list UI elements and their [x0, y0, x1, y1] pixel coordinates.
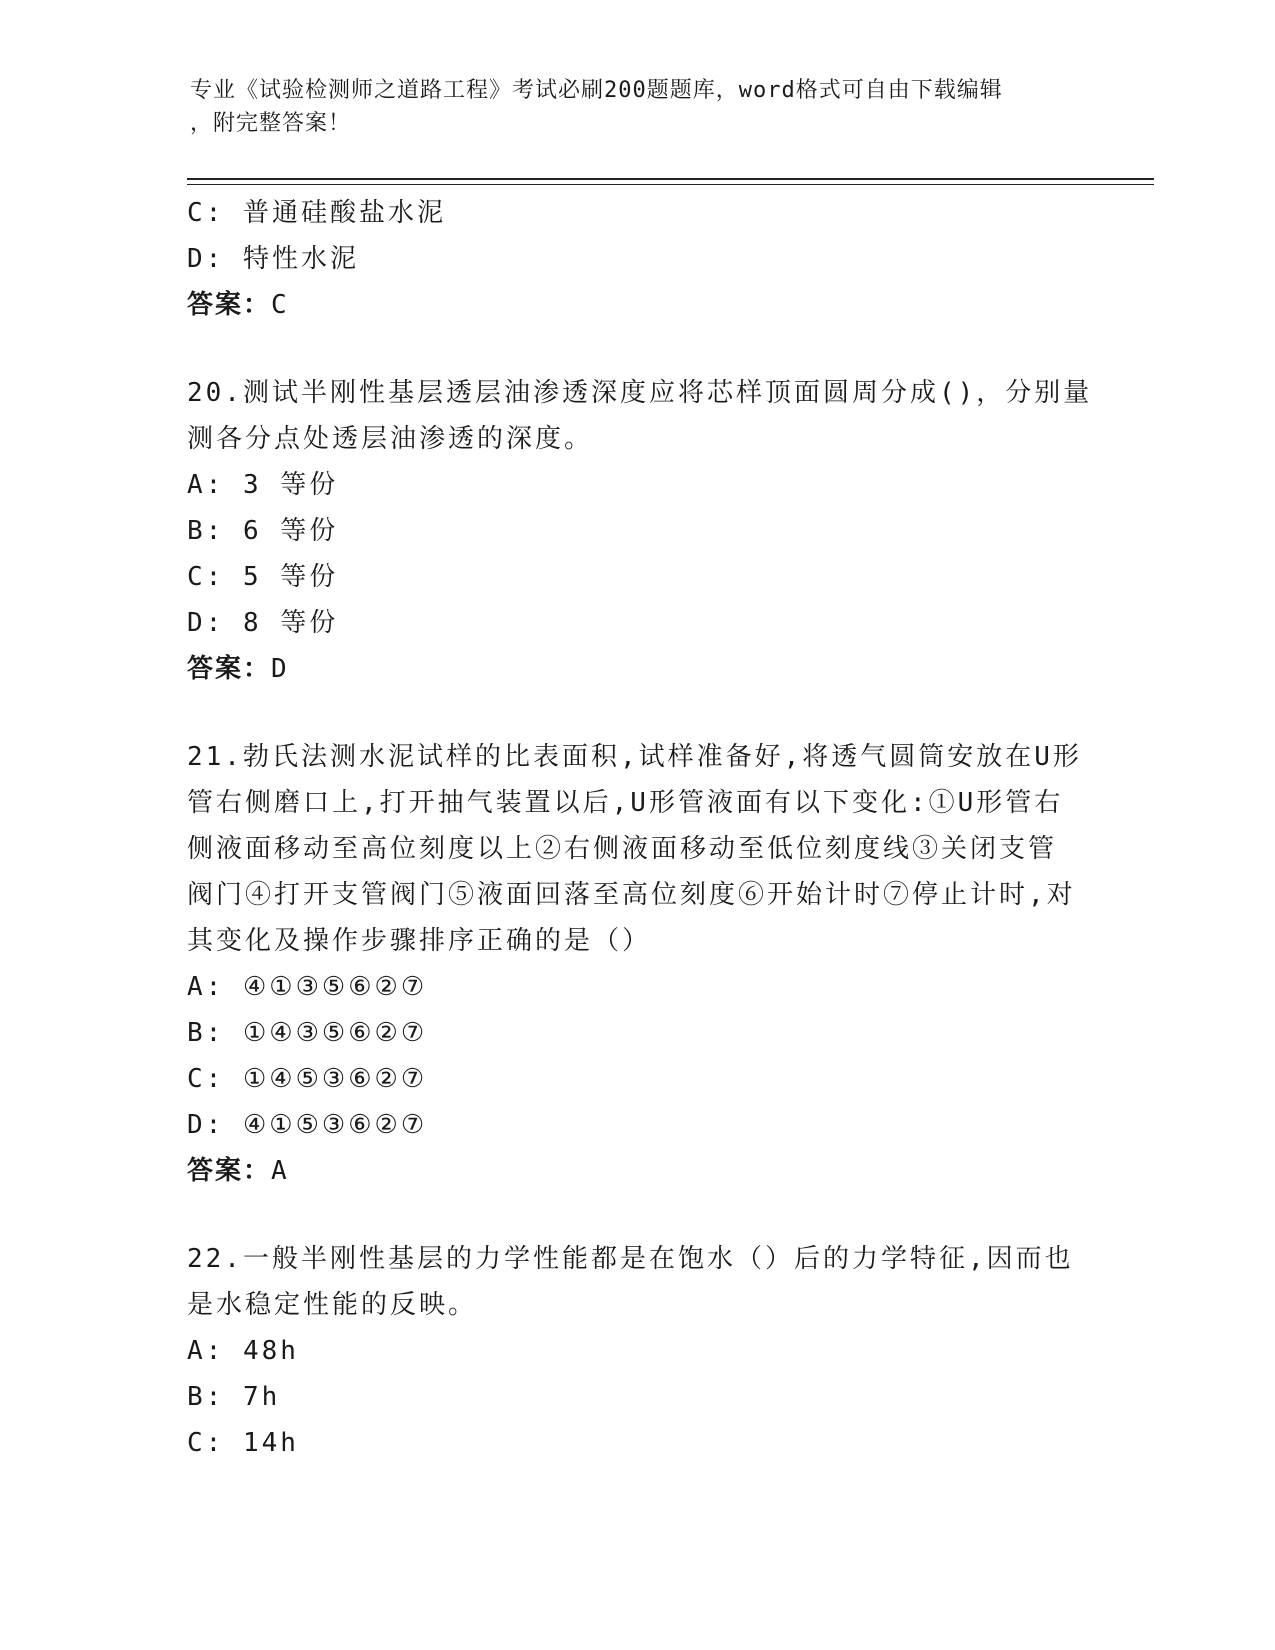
carryover-block	[187, 190, 1087, 328]
option-key: C:	[187, 1428, 225, 1458]
question-22	[187, 1236, 1087, 1466]
option-a	[187, 964, 1087, 1010]
answer-value: A	[271, 1156, 289, 1186]
option-d	[187, 236, 1087, 282]
option-text: 5 等份	[242, 562, 339, 592]
option-key: C:	[187, 198, 225, 228]
header-divider-thick	[187, 178, 1154, 180]
question-21	[187, 734, 1087, 1194]
option-key: B:	[187, 1382, 225, 1412]
option-key: A:	[187, 470, 225, 500]
answer-value: D	[271, 654, 289, 684]
document-header	[190, 74, 1070, 140]
answer-label: 答案：	[187, 1156, 272, 1186]
option-text: 特性水泥	[242, 244, 359, 274]
option-key: B:	[187, 1018, 225, 1048]
option-key: A:	[187, 1336, 225, 1366]
option-key: D:	[187, 1110, 225, 1140]
option-text: ④①⑤③⑥②⑦	[242, 1110, 428, 1140]
question-text-line: 测各分点处透层油渗透的深度。	[187, 424, 594, 454]
question-text-line: 其变化及操作步骤排序正确的是（）	[187, 926, 652, 956]
option-text: ①④③⑤⑥②⑦	[242, 1018, 428, 1048]
option-key: C:	[187, 562, 225, 592]
option-text: 7h	[242, 1382, 281, 1412]
option-key: B:	[187, 516, 225, 546]
option-d	[187, 1102, 1087, 1148]
question-text-line: 20.测试半刚性基层透层油渗透深度应将芯样顶面圆周分成()，分别量	[187, 378, 1093, 408]
header-line-1: 专业《试验检测师之道路工程》考试必刷200题题库，word格式可自由下载编辑	[190, 78, 1003, 103]
question-list	[187, 190, 1093, 1466]
answer-line	[187, 646, 1087, 692]
option-text: 6 等份	[242, 516, 339, 546]
option-b	[187, 1374, 1087, 1420]
header-divider-thin	[187, 184, 1154, 185]
question-text-line: 侧液面移动至高位刻度以上②右侧液面移动至低位刻度线③关闭支管	[187, 834, 1058, 864]
option-text: 48h	[242, 1336, 299, 1366]
option-a	[187, 462, 1087, 508]
option-c	[187, 1056, 1087, 1102]
answer-label: 答案：	[187, 654, 272, 684]
option-text: ④①③⑤⑥②⑦	[242, 972, 428, 1002]
option-text: 普通硅酸盐水泥	[242, 198, 446, 228]
option-key: D:	[187, 244, 225, 274]
question-text-line: 21.勃氏法测水泥试样的比表面积,试样准备好,将透气圆筒安放在U形	[187, 742, 1082, 772]
option-key: C:	[187, 1064, 225, 1094]
option-text: 14h	[242, 1428, 299, 1458]
question-20	[187, 370, 1093, 692]
header-line-2: ，附完整答案！	[190, 111, 352, 136]
option-text: 3 等份	[242, 470, 339, 500]
option-a	[187, 1328, 1087, 1374]
option-key: D:	[187, 608, 225, 638]
question-text-line: 管右侧磨口上,打开抽气装置以后,U形管液面有以下变化:①U形管右	[187, 788, 1064, 818]
option-text: ①④⑤③⑥②⑦	[242, 1064, 428, 1094]
answer-line	[187, 282, 1087, 328]
question-text-line: 22.一般半刚性基层的力学性能都是在饱水（）后的力学特征,因而也	[187, 1244, 1074, 1274]
option-b	[187, 1010, 1087, 1056]
answer-label: 答案：	[187, 290, 272, 320]
option-c	[187, 1420, 1087, 1466]
option-key: A:	[187, 972, 225, 1002]
answer-line	[187, 1148, 1087, 1194]
option-text: 8 等份	[242, 608, 339, 638]
option-c	[187, 554, 1087, 600]
option-b	[187, 508, 1087, 554]
answer-value: C	[271, 290, 289, 320]
option-d	[187, 600, 1087, 646]
question-text-line: 阀门④打开支管阀门⑤液面回落至高位刻度⑥开始计时⑦停止计时,对	[187, 880, 1076, 910]
option-c	[187, 190, 1087, 236]
question-text-line: 是水稳定性能的反映。	[187, 1290, 478, 1320]
